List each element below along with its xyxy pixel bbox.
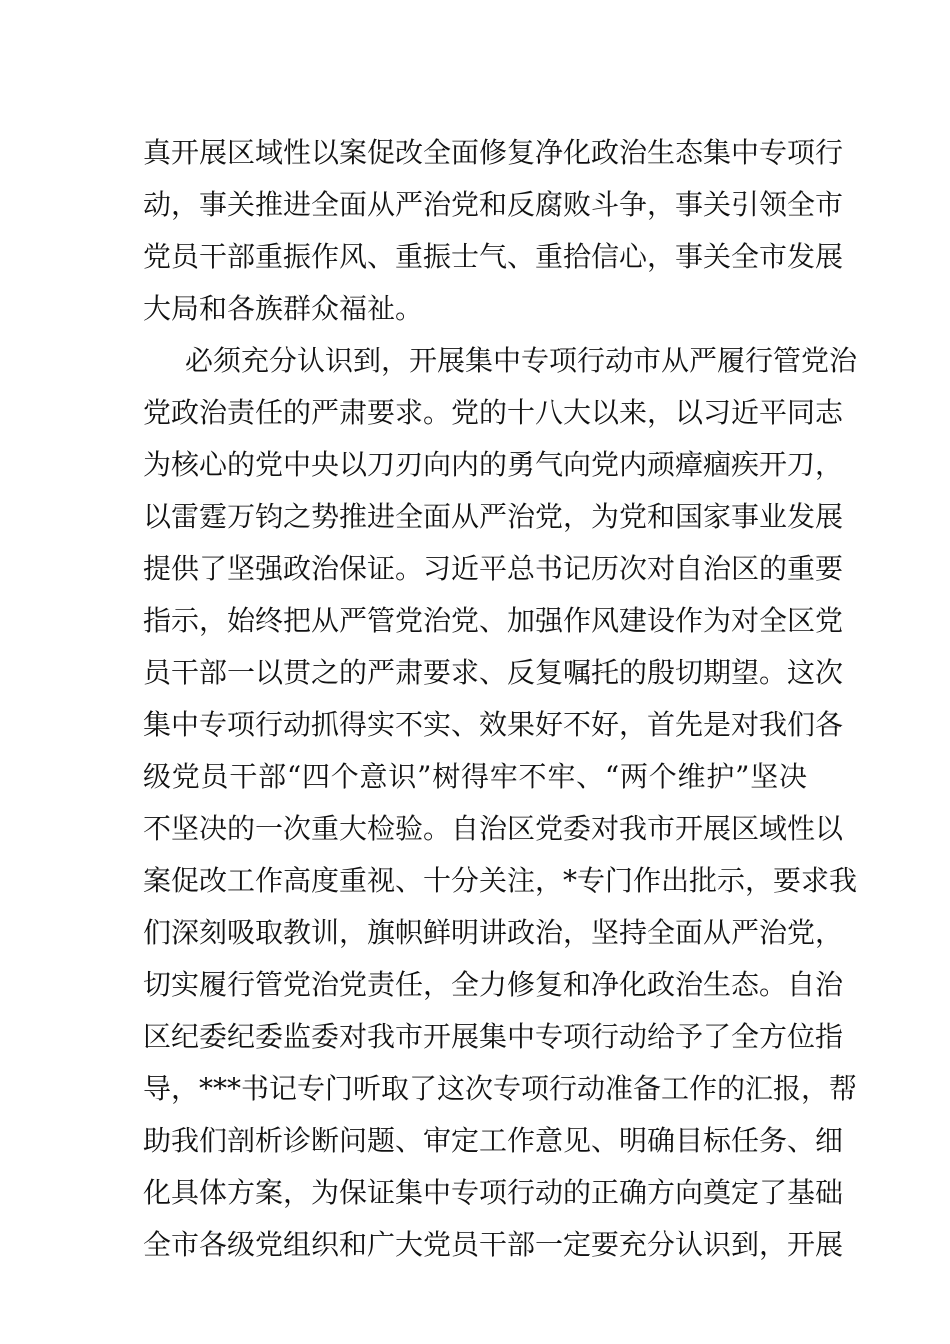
text-line-7: 为核心的党中央以刀刃向内的勇气向党内顽瘴痼疾开刀， bbox=[143, 448, 844, 481]
text-line-13: 级党员干部“四个意识”树得牢不牢、“两个维护”坚决 bbox=[143, 760, 807, 793]
text-line-14: 不坚决的一次重大检验。自治区党委对我市开展区域性以 bbox=[143, 812, 844, 845]
text-line-10: 指示，始终把从严管党治党、加强作风建设作为对全区党 bbox=[143, 604, 844, 637]
text-line-11: 员干部一以贯之的严肃要求、反复嘱托的殷切期望。这次 bbox=[143, 656, 844, 689]
text-line-21: 化具体方案，为保证集中专项行动的正确方向奠定了基础 bbox=[143, 1176, 844, 1209]
text-line-12: 集中专项行动抓得实不实、效果好不好，首先是对我们各 bbox=[143, 708, 844, 741]
text-line-19: 导，***书记专门听取了这次专项行动准备工作的汇报，帮 bbox=[143, 1072, 858, 1105]
paragraph-2-first-line: 必须充分认识到，开展集中专项行动市从严履行管党治 bbox=[185, 344, 858, 377]
text-line-2: 动，事关推进全面从严治党和反腐败斗争，事关引领全市 bbox=[143, 188, 844, 221]
text-line-4: 大局和各族群众福祉。 bbox=[143, 292, 424, 325]
text-line-1: 真开展区域性以案促改全面修复净化政治生态集中专项行 bbox=[143, 136, 844, 169]
text-line-22: 全市各级党组织和广大党员干部一定要充分认识到，开展 bbox=[143, 1228, 844, 1261]
text-line-9: 提供了坚强政治保证。习近平总书记历次对自治区的重要 bbox=[143, 552, 844, 585]
text-line-3: 党员干部重振作风、重振士气、重拾信心，事关全市发展 bbox=[143, 240, 844, 273]
text-line-15: 案促改工作高度重视、十分关注，*专门作出批示，要求我 bbox=[143, 864, 858, 897]
text-line-17: 切实履行管党治党责任，全力修复和净化政治生态。自治 bbox=[143, 968, 844, 1001]
text-line-8: 以雷霆万钧之势推进全面从严治党，为党和国家事业发展 bbox=[143, 500, 844, 533]
text-line-20: 助我们剖析诊断问题、审定工作意见、明确目标任务、细 bbox=[143, 1124, 844, 1157]
text-line-6: 党政治责任的严肃要求。党的十八大以来，以习近平同志 bbox=[143, 396, 844, 429]
text-line-18: 区纪委纪委监委对我市开展集中专项行动给予了全方位指 bbox=[143, 1020, 844, 1053]
text-line-16: 们深刻吸取教训，旗帜鲜明讲政治，坚持全面从严治党， bbox=[143, 916, 844, 949]
